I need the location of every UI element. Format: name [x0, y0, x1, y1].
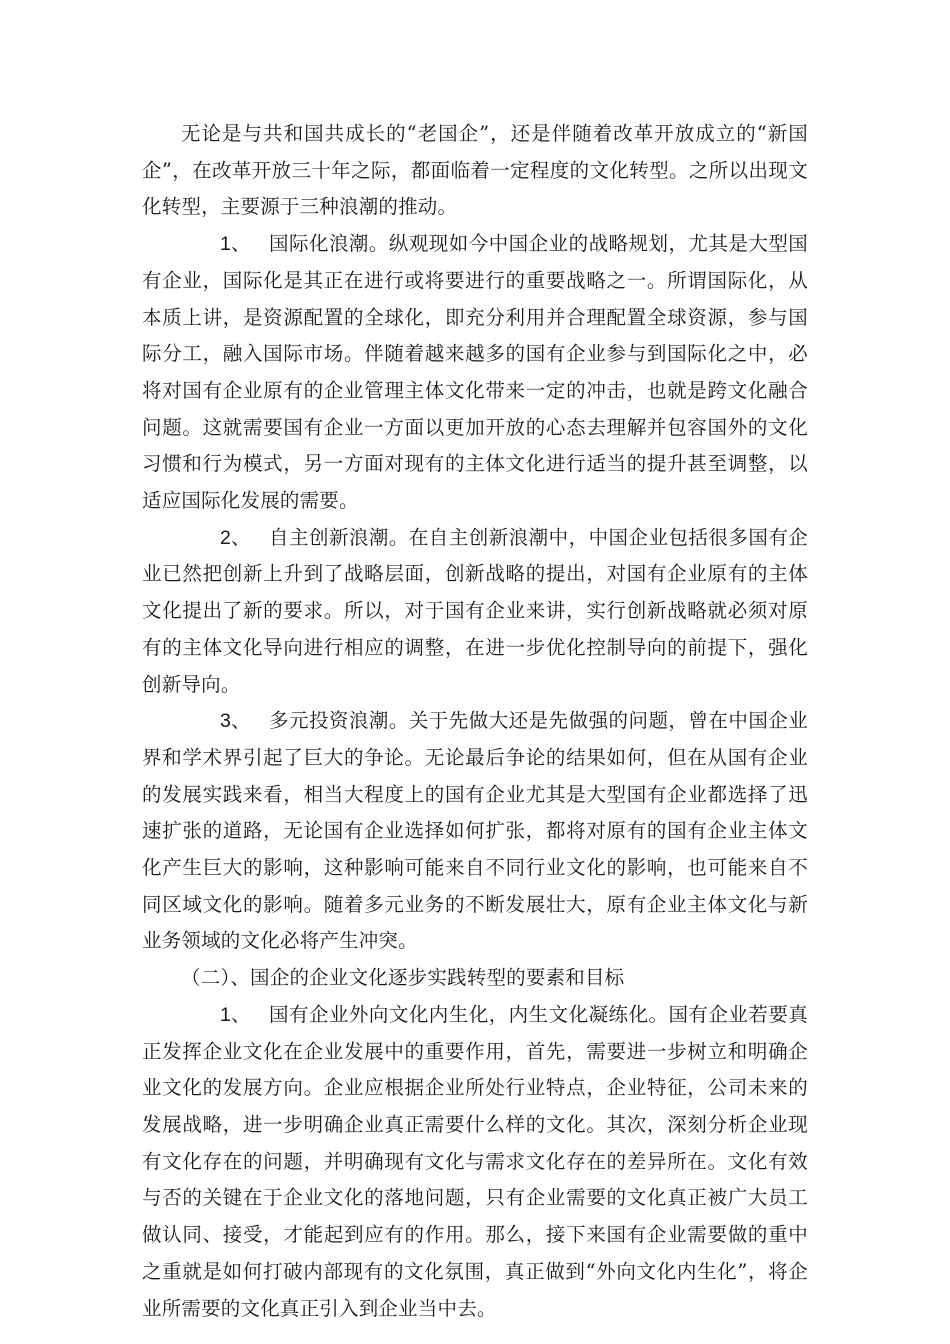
list-item [142, 703, 808, 960]
item-text: 国际化浪潮。纵观现如今中国企业的战略规划，尤其是大型国有企业，国际化是其正在进行或将要进行的重要战略之一。所谓国际化，从本质上讲，是资源配置的全球化，即充分利用并合理配置全球资源，参与国际分工，融入国际市场。伴随着越来越多的国有企业参与到国际化之中，必将对国有企业原有的企业管理主体文化带来一定的冲击，也就是跨文化融合问题。这就需要国有企业一方面以更加开放的心态去理解并包容国外的文化习惯和行为模式，另一方面对现有的主体文化进行适当的提升甚至调整，以适应国际化发展的需要。 [142, 232, 808, 513]
document-body [142, 116, 808, 1327]
item-text: 多元投资浪潮。关于先做大还是先做强的问题，曾在中国企业界和学术界引起了巨大的争论。无论最后争论的结果如何，但在从国有企业的发展实践来看，相当大程度上的国有企业尤其是大型国有企业都选择了迅速扩张的道路，无论国有企业选择如何扩张，都将对原有的国有企业主体文化产生巨大的影响，这种影响可能来自不同行业文化的影响，也可能来自不同区域文化的影响。随着多元业务的不断发展壮大，原有企业主体文化与新业务领域的文化必将产生冲突。 [142, 709, 808, 953]
item-number: 1、 [220, 233, 251, 256]
item-number: 1、 [220, 1003, 251, 1026]
item-number: 3、 [220, 710, 251, 733]
item-text: 自主创新浪潮。在自主创新浪潮中，中国企业包括很多国有企业已然把创新上升到了战略层面，创新战略的提出，对国有企业原有的主体文化提出了新的要求。所以，对于国有企业来讲，实行创新战略就必须对原有的主体文化导向进行相应的调整，在进一步优化控制导向的前提下，强化创新导向。 [142, 525, 808, 696]
list-item [142, 226, 808, 520]
section-heading: （二）、国企的企业文化逐步实践转型的要素和目标 [181, 966, 625, 990]
list-item [142, 997, 808, 1327]
list-item [142, 520, 808, 704]
item-text: 国有企业外向文化内生化，内生文化凝练化。国有企业若要真正发挥企业文化在企业发展中的重要作用，首先，需要进一步树立和明确企业文化的发展方向。企业应根据企业所处行业特点，企业特征，公司未来的发展战略，进一步明确企业真正需要什么样的文化。其次，深刻分析企业现有文化存在的问题，并明确现有文化与需求文化存在的差异所在。文化有效与否的关键在于企业文化的落地问题，只有企业需要的文化真正被广大员工做认同、接受，才能起到应有的作用。那么，接下来国有企业需要做的重中之重就是如何打破内部现有的文化氛围，真正做到“外向文化内生化”，将企业所需要的文化真正引入到企业当中去。 [142, 1002, 808, 1320]
item-number: 2、 [220, 526, 251, 549]
intro-paragraph: 无论是与共和国共成长的“老国企”，还是伴随着改革开放成立的“新国企”，在改革开放三十年之际，都面临着一定程度的文化转型。之所以出现文化转型，主要源于三种浪潮的推动。 [142, 122, 808, 219]
